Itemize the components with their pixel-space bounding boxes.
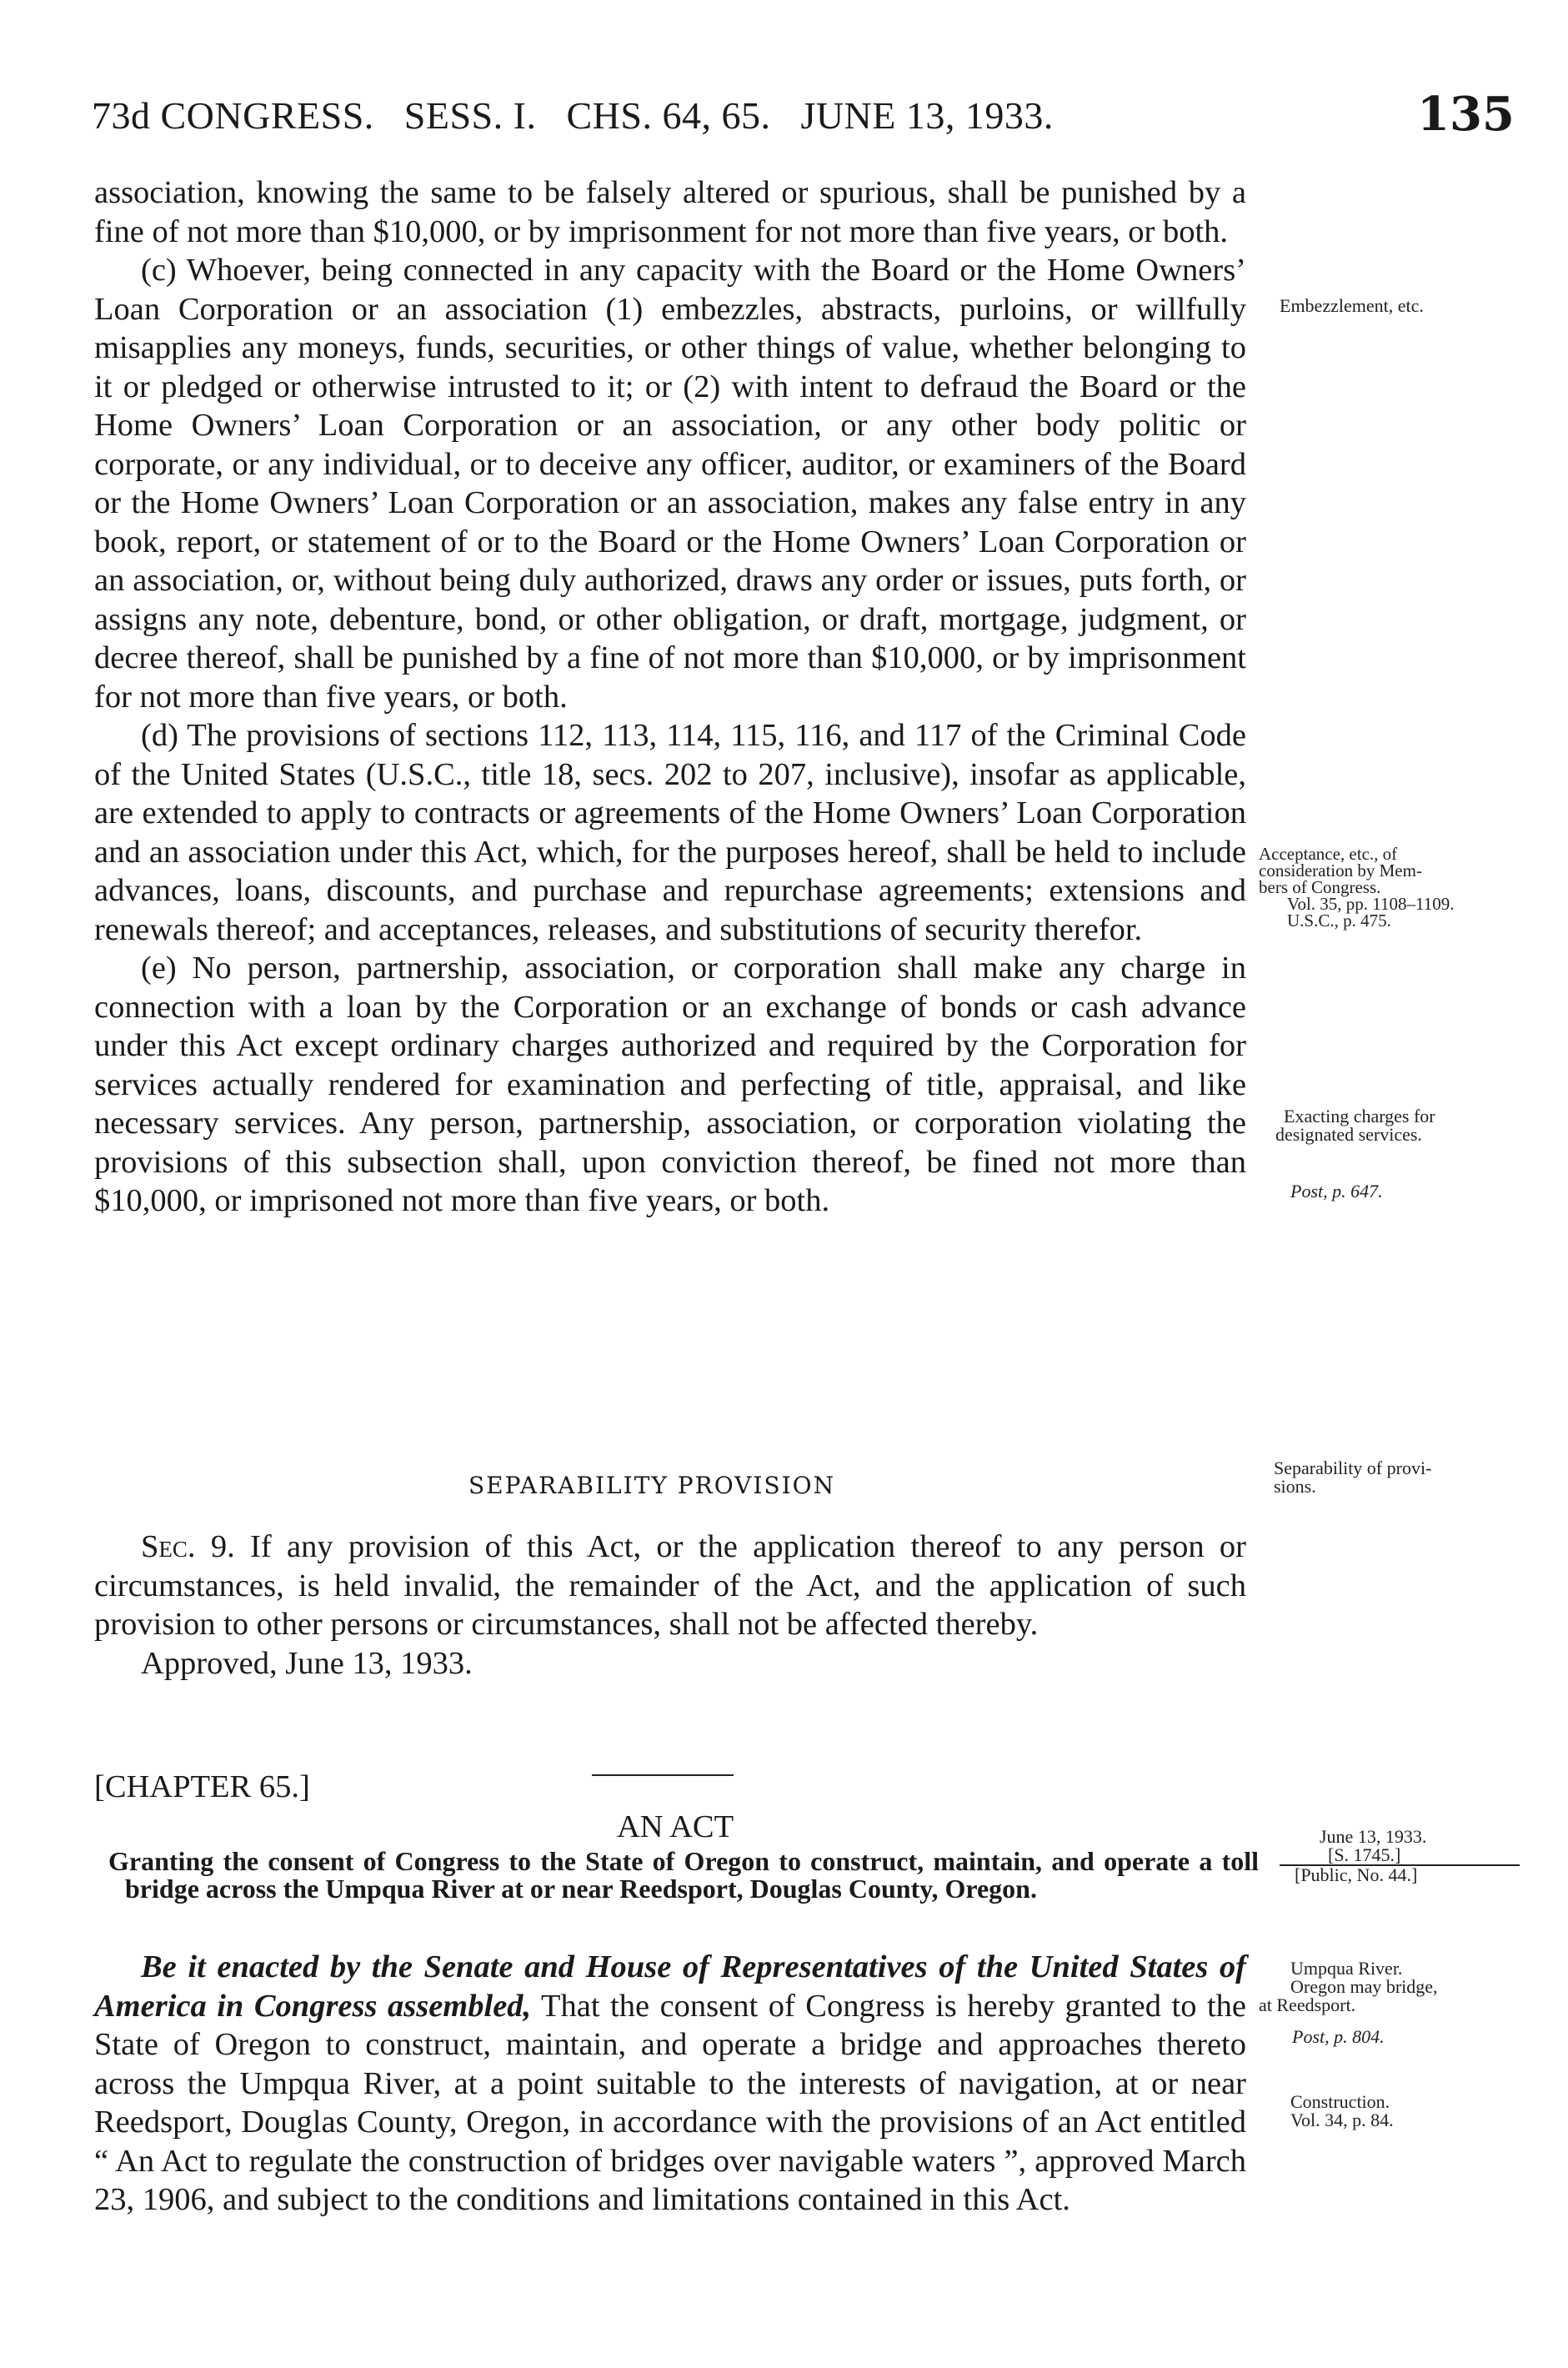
enacting-text: That the consent of Congress is hereby granted to the State of Oregon to construct, maintain, and operate a bridge and approaches thereto across the Umpqua River, at a point suitable to the interests of navigation, at or near Reedsport, Douglas County, Oregon, in accordance with the provisions of an Act entitled “ An Act to regulate the construction of bridges over navigable waters ”, approved March 23, 1906, and subject to the conditions and limitations contained in this Act.	[94, 1988, 1246, 2217]
divider-rule	[592, 1774, 734, 1776]
main-column	[94, 173, 1246, 1221]
section-9-text: If any provision of this Act, or the application thereof to any person or circumstances, is held invalid, the remainder of the Act, and the application of such provision to other persons or circumstances, shall not be affected thereby.	[94, 1529, 1246, 1642]
margin-note-exacting: Exacting charges for designated services.	[1275, 1106, 1435, 1145]
margin-note-embezzlement: Embezzlement, etc.	[1280, 295, 1424, 316]
enacting-formula: Be it enacted by the Senate and House of Representatives of the United States of America in Congress assembled,	[94, 1949, 1246, 2024]
an-act-heading: AN ACT	[617, 1809, 734, 1844]
approved-line: Approved, June 13, 1933.	[141, 1645, 473, 1681]
margin-note-umpqua: Umpqua River. Oregon may bridge, at Reedsport.	[1259, 1958, 1438, 2015]
margin-note-acceptance: Acceptance, etc., of consideration by Mem- bers of Congress. Vol. 35, pp. 1108–1109. U.S.C., p. 475.	[1259, 844, 1455, 931]
margin-note-construction: Construction. Vol. 34, p. 84.	[1290, 2091, 1394, 2130]
section-9-label: Sec. 9.	[141, 1529, 235, 1564]
running-head: 73d CONGRESS. SESS. I. CHS. 64, 65. JUNE 13, 1933.	[92, 94, 1054, 137]
section-9	[94, 1528, 1246, 1683]
margin-note-bill-info: June 13, 1933. [S. 1745.] [Public, No. 44.]	[1280, 1828, 1521, 1884]
enacting-clause	[94, 1948, 1246, 2220]
paragraph-c: (c) Whoever, being connected in any capacity with the Board or the Home Owners’ Loan Corporation or an association (1) embezzles, abstracts, purloins, or willfully misapplies any moneys, funds, securities, or other things of value, whether belonging to it or pledged or otherwise intrusted to it; or (2) with intent to defraud the Board or the Home Owners’ Loan Corporation or an association, or any other body politic or corporate, or any individual, or to deceive any officer, auditor, or examiners of the Board or the Home Owners’ Loan Corporation or an association, makes any false entry in any book, report, or statement of or to the Board or the Home Owners’ Loan Corporation or an association, or, without being duly authorized, draws any order or issues, puts forth, or assigns any note, debenture, bond, or other obligation, or draft, mortgage, judgment, or decree thereof, shall be punished by a fine of not more than $10,000, or by imprisonment for not more than five years, or both.	[94, 253, 1246, 715]
chapter-label: [CHAPTER 65.]	[94, 1769, 310, 1804]
act-title: Granting the consent of Congress to the State of Oregon to construct, maintain, and operate a toll bridge across the Umpqua River at or near Reedsport, Douglas County, Oregon.	[108, 1846, 1259, 1904]
paragraph-d: (d) The provisions of sections 112, 113, 114, 115, 116, and 117 of the Criminal Code of the United States (U.S.C., title 18, secs. 202 to 207, inclusive), insofar as applicable, are extended to apply to contracts or agreements of the Home Owners’ Loan Corporation and an association under this Act, which, for the purposes hereof, shall be held to include advances, loans, discounts, and purchase and repurchase agreements; extensions and renewals thereof; and acceptances, releases, and substitutions of security therefor.	[94, 718, 1246, 947]
paragraph-continuation: association, knowing the same to be falsely altered or spurious, shall be punished by a fine of not more than $10,000, or by imprisonment for not more than five years, or both.	[94, 175, 1246, 249]
margin-note-separability: Separability of provi- sions.	[1274, 1457, 1432, 1497]
separability-heading: SEPARABILITY PROVISION	[468, 1472, 836, 1499]
margin-note-post-804: Post, p. 804.	[1292, 2026, 1385, 2047]
paragraph-e: (e) No person, partnership, association, or corporation shall make any charge in connection with a loan by the Corporation or an exchange of bonds or cash advance under this Act except ordinary charges authorized and required by the Corporation for services actually rendered for examination and perfecting of title, appraisal, and like necessary services. Any person, partnership, association, or corporation violating the provisions of this subsection shall, upon conviction thereof, be fined not more than $10,000, or imprisoned not more than five years, or both.	[94, 951, 1246, 1218]
margin-note-post-647: Post, p. 647.	[1290, 1181, 1383, 1202]
page-number: 135	[1417, 87, 1515, 142]
